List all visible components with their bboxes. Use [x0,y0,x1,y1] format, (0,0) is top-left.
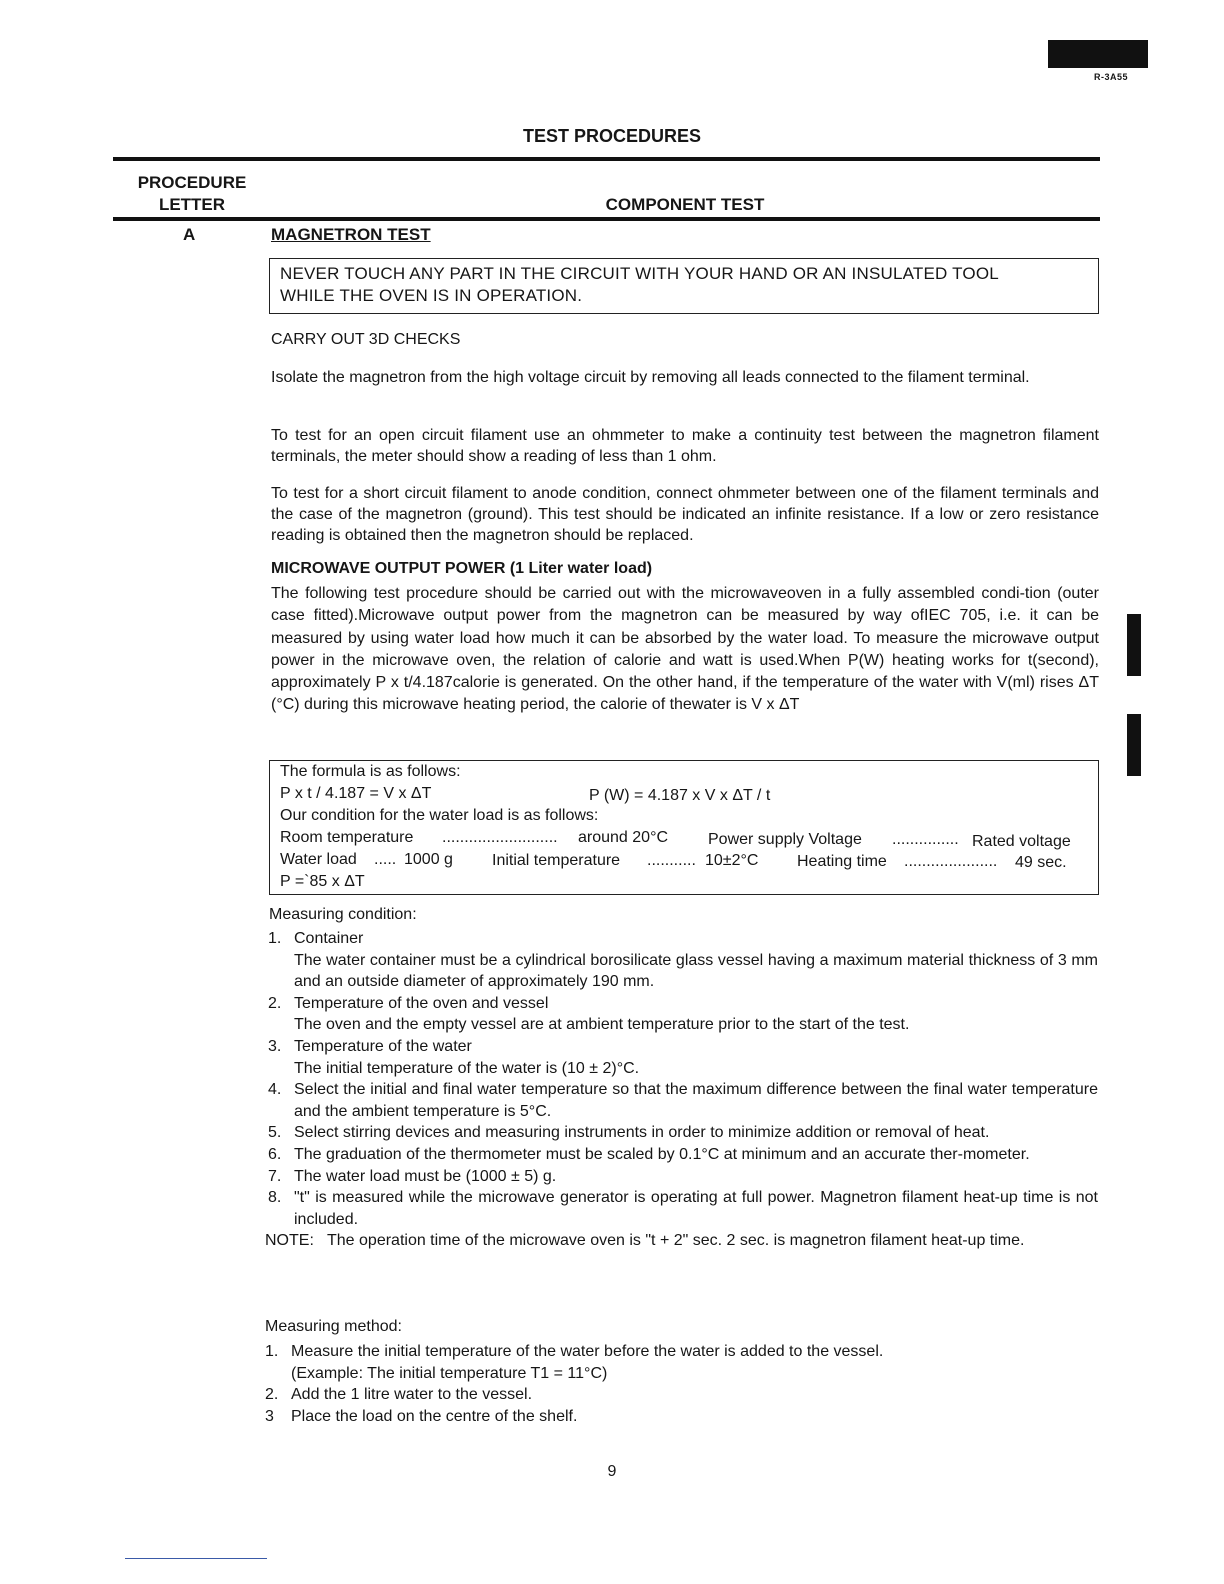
heating-time-label: Heating time [797,853,887,870]
list-item: 6. The graduation of the thermometer must be scaled by 0.1°C at minimum and an accurate ther-mometer. [268,1145,1030,1163]
warning-line-1: NEVER TOUCH ANY PART IN THE CIRCUIT WITH YOUR HAND OR AN INSULATED TOOL [280,264,999,283]
note-label: NOTE: [265,1232,314,1250]
initial-temperature-label: Initial temperature [492,852,621,869]
room-temperature-label: Room temperature [280,829,414,846]
header-rule-top [113,157,1100,161]
paragraph-short-circuit: To test for a short circuit filament to anode condition, connect ohmmeter between one of the filament terminals and the case of the magnetron (ground). This test should be indicated an infinite resistance. If a low or zero resistance reading is obtained then the magnetron should be replaced. [271,485,1099,544]
list-item: 2. Add the 1 litre water to the vessel. [265,1386,533,1403]
formula-result: P =`85 x ΔT [280,873,365,890]
formula-intro: The formula is as follows: [280,763,461,780]
model-tab-block [1048,40,1148,68]
power-supply-value: Rated voltage [972,833,1071,850]
list-item: 3. Temperature of the water [268,1036,1098,1058]
page-number: 9 [607,1463,617,1480]
power-supply-dots: ............... [892,831,959,848]
water-load-value: 1000 g [404,851,453,868]
list-item: 2. Temperature of the oven and vessel [268,993,1098,1015]
paragraph-open-circuit: To test for an open circuit filament use an ohmmeter to make a continuity test between the magnetron filament terminals, the meter should show a reading of less than 1 ohm. [271,427,1099,465]
measuring-condition-heading: Measuring condition: [269,906,417,923]
revision-bar-1 [1127,614,1141,676]
procedure-letter-header [113,172,271,216]
warning-line-2: WHILE THE OVEN IS IN OPERATION. [280,286,583,305]
room-temperature-dots: .......................... [442,829,558,846]
list-item-title: Temperature of the oven and vessel [294,994,549,1012]
water-load-dots: ..... [374,851,397,868]
initial-temperature-value: 10±2°C [705,852,759,869]
procedure-letter: A [183,225,196,244]
list-item-detail: The water container must be a cylindrical borosilicate glass vessel having a maximum material thickness of 3 mm and an outside diameter of approximately 190 mm. [294,951,1098,991]
list-item: 8. "t" is measured while the microwave generator is operating at full power. Magnetron filament heat-up time is not included. [268,1189,1098,1228]
power-supply-label: Power supply Voltage [708,831,862,848]
room-temperature-value: around 20°C [578,829,669,846]
heating-time-dots: ..................... [904,853,998,870]
revision-bar-2 [1127,714,1141,776]
note [265,1230,1098,1252]
formula-condition-intro: Our condition for the water load is as follows: [280,807,599,824]
formula-equation-2: P (W) = 4.187 x V x ΔT / t [589,787,771,804]
procedure-letter-header-line2: LETTER [158,195,226,214]
footer-line [125,1558,267,1559]
output-power-body: The following test procedure should be carried out with the microwaveoven in a fully assembled condi-tion (outer case fitted).Microwave output power from the magnetron can be measured by way ofIEC 705, i.e. it can be measured by using water load how much it can be absorbed by the water load. To measure the microwave output power in the microwave oven, the relation of calorie and watt is used.When P(W) heating works for t(second), approximately P x t/4.187calorie is generated. On the other hand, if the temperature of the water with V(ml) rises ΔT (°C) during this microwave heating period, the calorie of thewater is V x ΔT [271,585,1099,714]
warning-box [269,258,1099,314]
list-item: 1. Container [268,928,1098,950]
header-rule-bottom [113,217,1100,221]
list-item-detail: The oven and the empty vessel are at ambient temperature prior to the start of the test. [294,1016,910,1034]
measuring-method-heading: Measuring method: [265,1318,402,1335]
list-item-title: Container [294,930,364,947]
list-item: 7. The water load must be (1000 ± 5) g. [268,1167,557,1185]
water-load-label: Water load [280,851,357,868]
output-power-heading: MICROWAVE OUTPUT POWER (1 Liter water load) [271,560,653,577]
procedure-letter-header-line1: PROCEDURE [137,173,247,192]
initial-temperature-dots: ........... [647,852,696,869]
measuring-condition-list [265,928,1098,1252]
list-item: 3 Place the load on the centre of the shelf. [265,1407,578,1425]
list-item-example: (Example: The initial temperature T1 = 11°C) [291,1364,608,1382]
list-item: 4. Select the initial and final water temperature so that the maximum difference between the final water temperature and the ambient temperature is 5°C. [268,1081,1098,1120]
list-item-detail: The initial temperature of the water is (10 ± 2)°C. [294,1059,640,1077]
note-text: The operation time of the microwave oven is "t + 2" sec. 2 sec. is magnetron filament heat-up time. [327,1232,1025,1250]
list-item-title: Temperature of the water [294,1037,472,1055]
section-title: MAGNETRON TEST [271,225,431,244]
checks-line: CARRY OUT 3D CHECKS [271,331,461,348]
paragraph-isolate: Isolate the magnetron from the high voltage circuit by removing all leads connected to the filament terminal. [271,369,1030,386]
formula-equation-1: P x t / 4.187 = V x ΔT [280,785,432,802]
list-item: 5. Select stirring devices and measuring instruments in order to minimize addition or removal of heat. [268,1124,990,1142]
component-test-header: COMPONENT TEST [605,195,765,214]
model-code: R-3A55 [1094,72,1129,82]
page-title: TEST PROCEDURES [522,126,702,146]
formula-box [269,760,1099,895]
heating-time-value: 49 sec. [1015,854,1067,871]
measuring-method-list [265,1341,1095,1427]
list-item: 1. Measure the initial temperature of the water before the water is added to the vessel. [265,1343,884,1360]
